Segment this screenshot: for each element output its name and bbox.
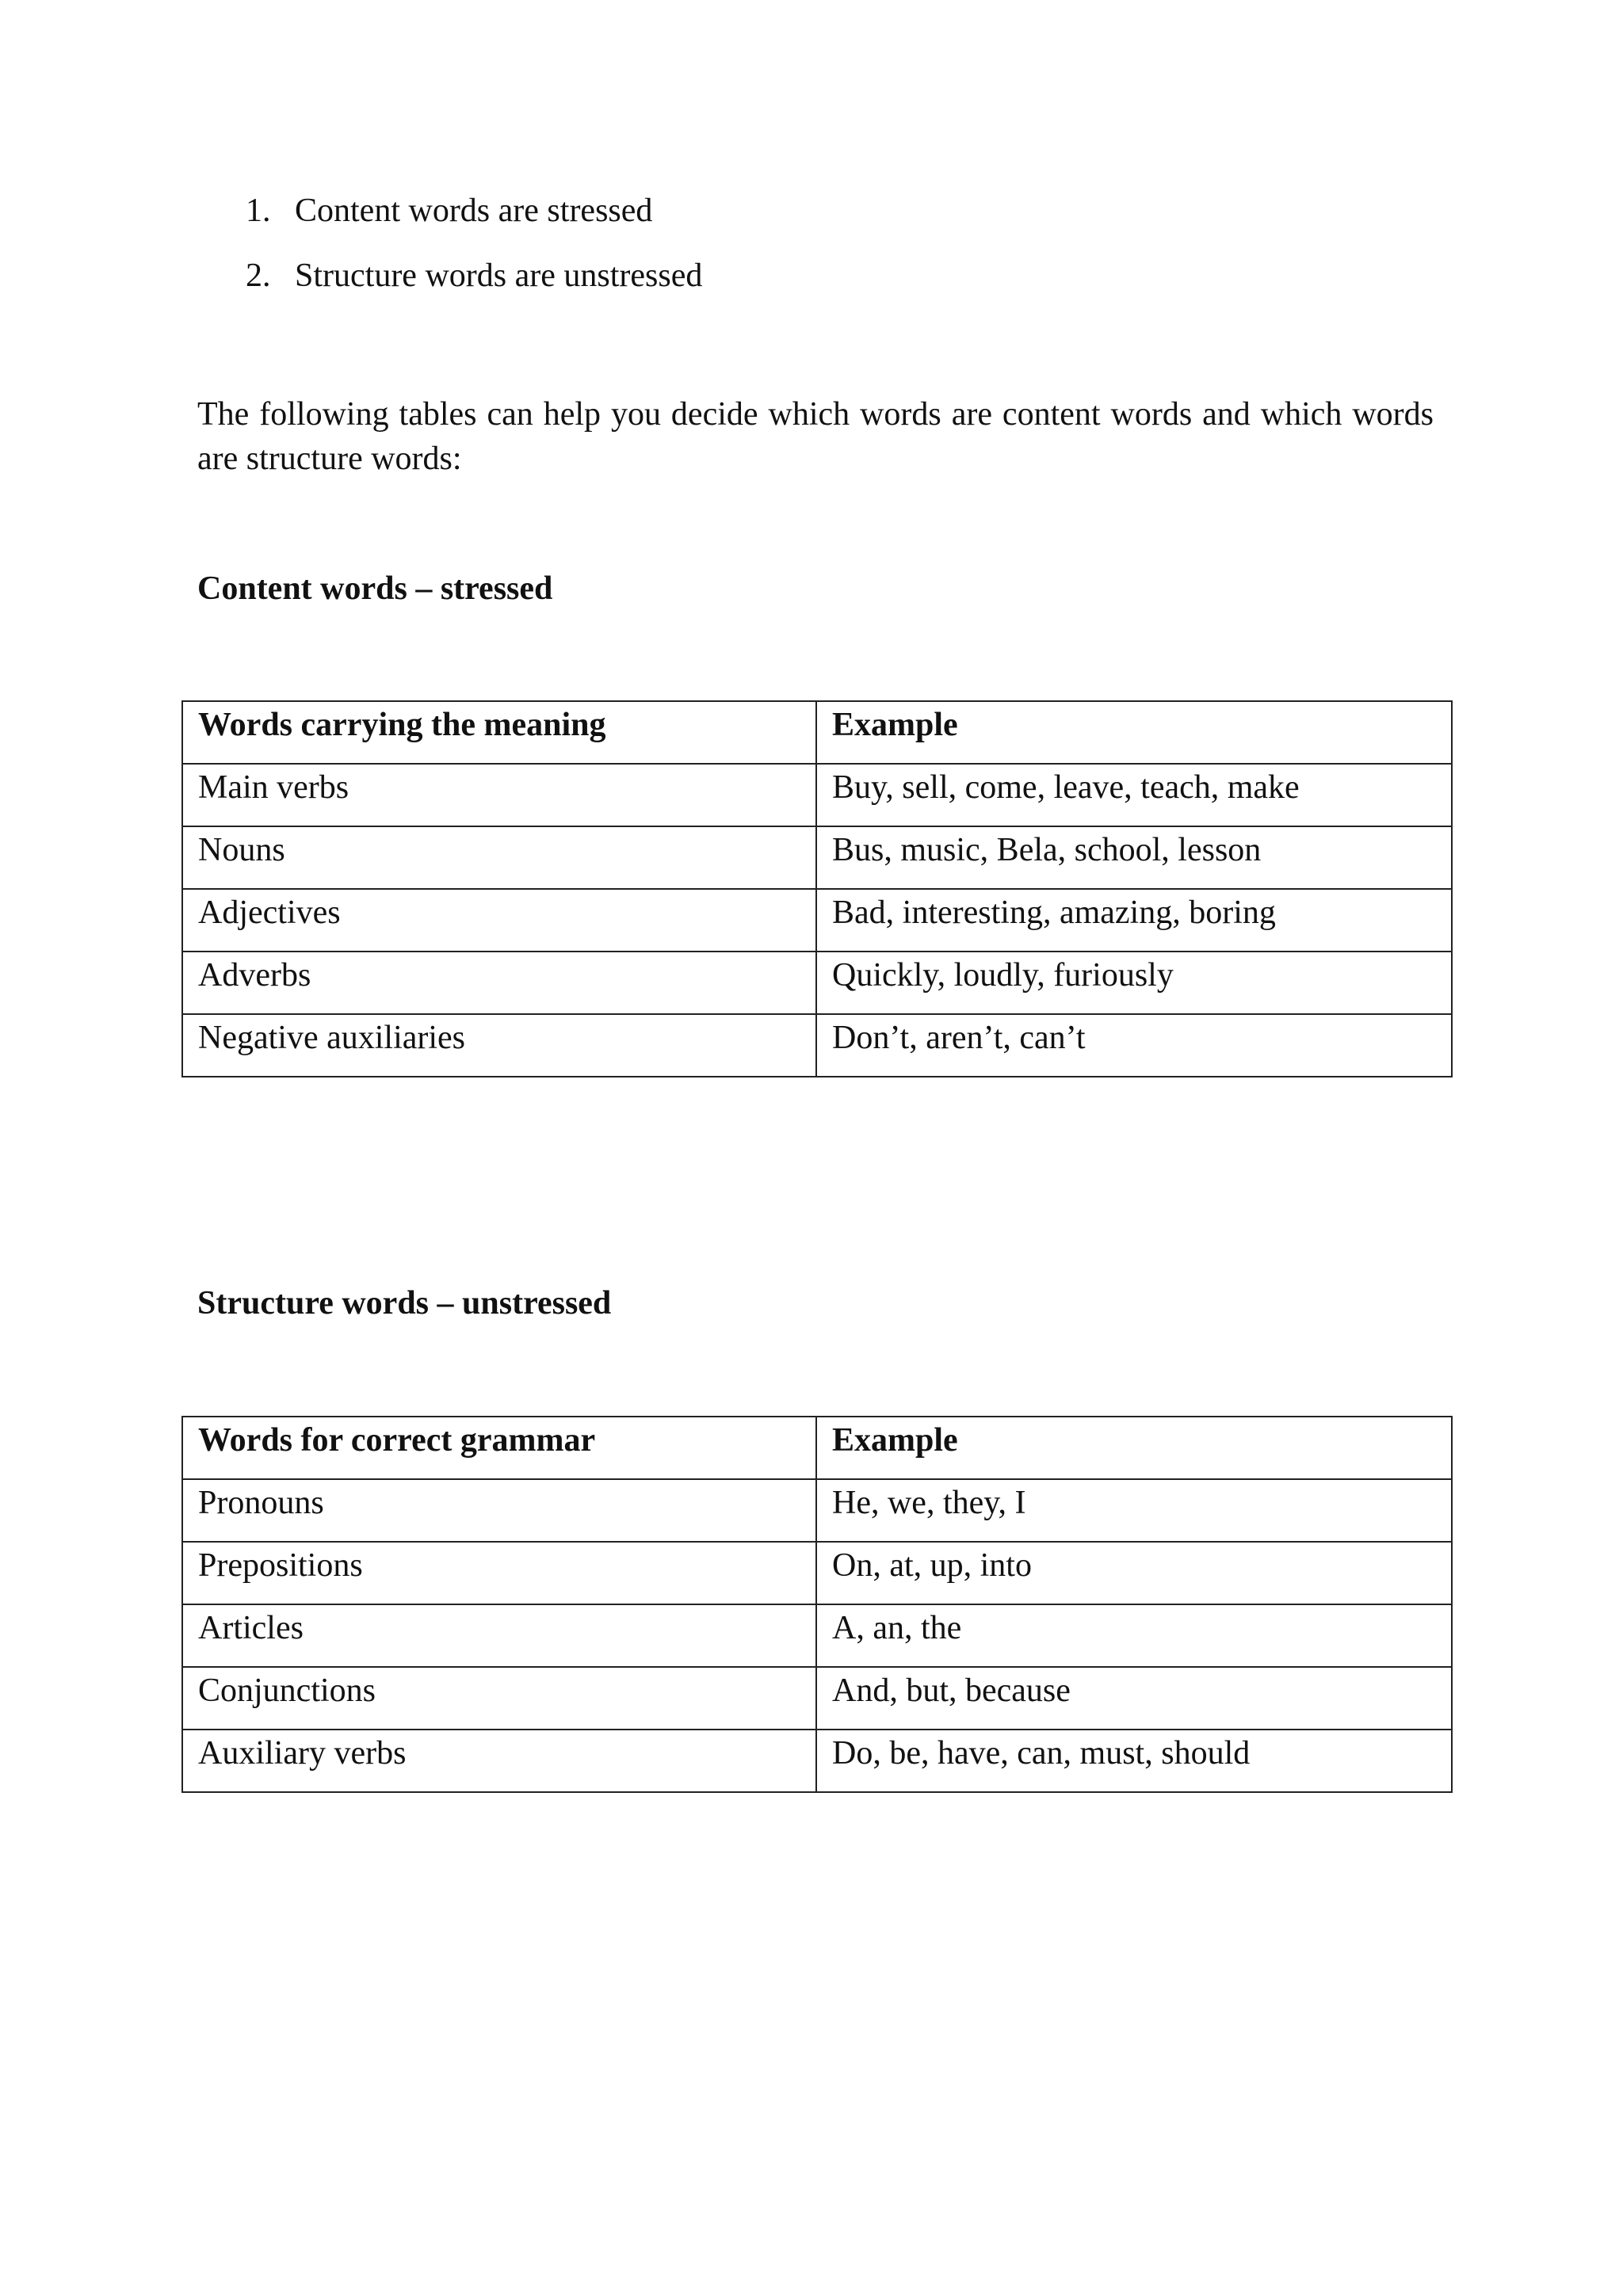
- list-item-text: Content words are stressed: [295, 193, 653, 229]
- table-row: [182, 889, 1452, 952]
- example-cell: Do, be, have, can, must, should: [816, 1730, 1452, 1792]
- column-header: Example: [816, 701, 1452, 764]
- table-row: [182, 952, 1452, 1014]
- table-row: [182, 764, 1452, 826]
- word-type-cell: Nouns: [182, 826, 816, 889]
- table-row: [182, 1479, 1452, 1542]
- intro-paragraph: The following tables can help you decide which words are content words and which words are structure words:: [197, 396, 1434, 477]
- word-type-cell: Conjunctions: [182, 1667, 816, 1730]
- word-type-cell: Adverbs: [182, 952, 816, 1014]
- table-row: [182, 1014, 1452, 1077]
- table-row: [182, 1667, 1452, 1730]
- word-type-cell: Prepositions: [182, 1542, 816, 1604]
- table-row: [182, 826, 1452, 889]
- column-header: Words carrying the meaning: [182, 701, 816, 764]
- example-cell: Quickly, loudly, furiously: [816, 952, 1452, 1014]
- example-cell: He, we, they, I: [816, 1479, 1452, 1542]
- word-type-cell: Main verbs: [182, 764, 816, 826]
- table-header-row: [182, 1417, 1452, 1479]
- word-type-cell: Pronouns: [182, 1479, 816, 1542]
- content-words-heading: Content words – stressed: [197, 570, 553, 607]
- table-row: [182, 1542, 1452, 1604]
- list-item-text: Structure words are unstressed: [295, 257, 703, 294]
- structure-words-heading: Structure words – unstressed: [197, 1285, 612, 1322]
- table-row: [182, 1604, 1452, 1667]
- example-cell: On, at, up, into: [816, 1542, 1452, 1604]
- column-header: Example: [816, 1417, 1452, 1479]
- example-cell: A, an, the: [816, 1604, 1452, 1667]
- content-words-table: [181, 700, 1453, 1077]
- structure-words-table: [181, 1416, 1453, 1793]
- list-item-number: 1.: [246, 193, 271, 229]
- word-type-cell: Auxiliary verbs: [182, 1730, 816, 1792]
- example-cell: And, but, because: [816, 1667, 1452, 1730]
- list-item-number: 2.: [246, 257, 271, 294]
- column-header: Words for correct grammar: [182, 1417, 816, 1479]
- example-cell: Don’t, aren’t, can’t: [816, 1014, 1452, 1077]
- example-cell: Buy, sell, come, leave, teach, make: [816, 764, 1452, 826]
- word-type-cell: Negative auxiliaries: [182, 1014, 816, 1077]
- example-cell: Bus, music, Bela, school, lesson: [816, 826, 1452, 889]
- table-header-row: [182, 701, 1452, 764]
- word-type-cell: Articles: [182, 1604, 816, 1667]
- table-row: [182, 1730, 1452, 1792]
- example-cell: Bad, interesting, amazing, boring: [816, 889, 1452, 952]
- word-type-cell: Adjectives: [182, 889, 816, 952]
